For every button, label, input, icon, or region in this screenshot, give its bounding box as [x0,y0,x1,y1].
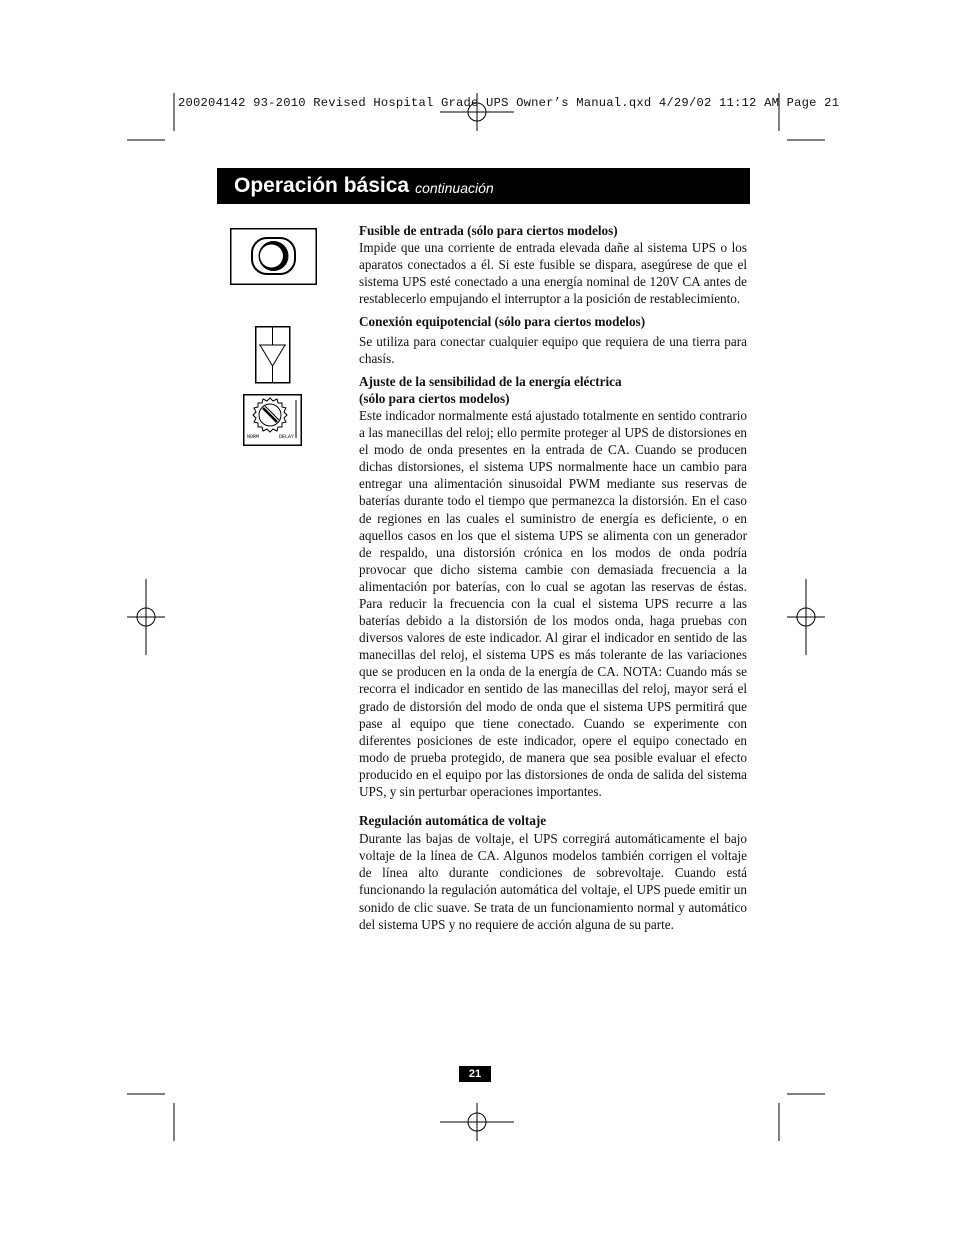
sensitivity-dial-icon [243,394,303,447]
page-subtitle: continuación [415,179,494,196]
section-input-fuse [359,222,747,307]
section-title-bar [217,168,750,204]
dial-label-delay: DELAY [279,434,295,440]
main-content [359,222,747,939]
section-heading: Fusible de entrada (sólo para ciertos modelos) [359,223,618,238]
section-body: Impide que una corriente de entrada elevada dañe al sistema UPS o los aparatos conectados a él. Si este fusible se dispara, asegúrese de que el sistema UPS esté conectado a una energía nominal de 120V CA antes de restablecerlo empujando el interruptor a la posición de restablecimiento. [359,240,747,307]
section-heading: Regulación automática de voltaje [359,813,547,829]
equipotential-ground-icon [255,326,291,384]
fuse-reset-button-icon [230,228,317,285]
section-heading: Ajuste de la sensibilidad de la energía eléctrica [359,373,622,389]
section-body: Durante las bajas de voltaje, el UPS corregirá automáticamente el bajo voltaje de la línea de CA. Algunos modelos también corrigen el voltaje de línea alto durante condiciones de sobrevoltaje. Cuando está funcionando la regulación automática del voltaje, el UPS puede emitir un sonido de clic suave. Se trata de un funcionamiento normal y automático del sistema UPS y no requiere de acción alguna de su parte. [359,831,747,932]
dial-label-norm: NORM [247,434,260,440]
section-sensitivity [359,373,747,800]
page-title: Operación básica [234,174,410,197]
file-slug-line: 200204142 93-2010 Revised Hospital Grade UPS Owner’s Manual.qxd 4/29/02 11:12 AM Page 21 [178,96,840,110]
section-heading: Conexión equipotencial (sólo para ciertos modelos) [359,314,646,330]
section-body: Este indicador normalmente está ajustado totalmente en sentido contrario a las manecillas del reloj; ello permite proteger al UPS de distorsiones en el modo de onda presentes en la entrada de CA. Cuando se producen dichas distorsiones, el sistema UPS normalmente hace un cambio para entregar una alimentación sinusoidal PWM mediante sus reservas de baterías durante todo el tiempo que permanezca la distorsión. En el caso de regiones en las cuales el suministro de energía es deficiente, o en aquellos casos en los que el sistema UPS se alimenta con un generador de respaldo, una distorsión crónica en los modos de onda podría provocar que dicho sistema cambie con demasiada frecuencia a la alimentación por baterías, con lo cual se agotan las reservas de éstas. Para reducir la frecuencia con la cual el sistema UPS recurre a las baterías debido a la distorsión de los modos onda, haga pruebas con diversos valores de este indicador. Al girar el indicador en sentido de las manecillas del reloj, el sistema UPS es más tolerante de las variaciones que se producen en la onda de la energía de CA. NOTA: Cuando más se recorra el indicador en sentido de las manecillas del reloj, mayor será el grado de distorsión del modo de onda que el sistema UPS permitirá que pase al equipo que tiene conectado. Cuando se experimente con diferentes posiciones de este indicador, opere el equipo conectado en modo de prueba protegido, de manera que sea posible evaluar el efecto producido en el equipo por las distorsiones de onda de salida del sistema UPS, y sin perturbar operaciones importantes. [359,407,747,799]
section-heading-line2: (sólo para ciertos modelos) [359,390,510,406]
section-avr [359,812,747,933]
section-body: Se utiliza para conectar cualquier equipo que requiera de una tierra para chasís. [359,333,747,366]
page-number: 21 [459,1066,491,1082]
section-equipotential [359,313,747,366]
